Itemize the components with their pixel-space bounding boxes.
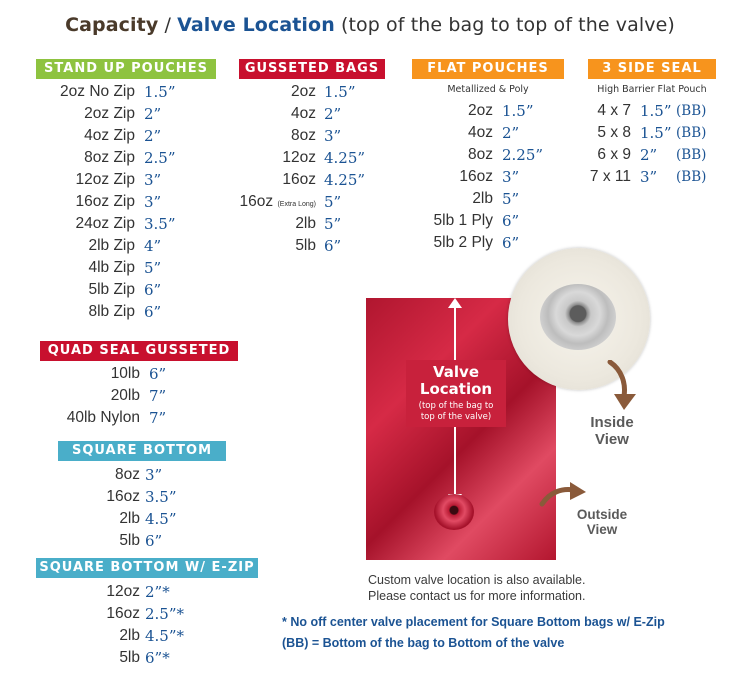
side-seal-header: 3 SIDE SEAL: [588, 59, 716, 79]
list-item: 16oz Zip 3”: [75, 193, 162, 211]
flat-header: FLAT POUCHES: [412, 59, 564, 79]
side-seal-subtitle: High Barrier Flat Pouch: [597, 84, 707, 95]
list-item: 8oz Zip 2.5”: [84, 149, 176, 167]
list-item: 2lb 5”: [295, 215, 342, 233]
list-item: 5lb 6”: [119, 532, 163, 550]
list-item: 12oz Zip 3”: [75, 171, 162, 189]
stand-up-header: STAND UP POUCHES: [36, 59, 216, 79]
inside-valve-icon: [540, 284, 616, 350]
inside-arrow-icon: [596, 360, 642, 412]
bb-tag: (BB): [676, 147, 707, 163]
list-item: 2oz 1.5”: [291, 83, 356, 101]
list-item: 16oz 3”: [459, 168, 520, 186]
list-item: 2lb 4.5”: [119, 510, 177, 528]
bb-tag: (BB): [676, 103, 707, 119]
list-item: 5lb Zip 6”: [88, 281, 162, 299]
list-item: 2oz 1.5”: [468, 102, 534, 120]
list-item: 8oz 2.25”: [468, 146, 544, 164]
page-title: [0, 14, 740, 36]
valve-location-label: Valve Location (top of the bag to top of the valve): [406, 360, 506, 427]
size-label: 16oz: [239, 193, 274, 210]
ezip-footnote: * No off center valve placement for Square Bottom bags w/ E-Zip: [282, 615, 665, 629]
list-item: 12oz 4.25”: [282, 149, 366, 167]
list-item: 16oz 2.5”*: [106, 605, 185, 623]
extra-long-note: (Extra Long): [277, 201, 316, 208]
list-item: 40lb Nylon 7”: [66, 409, 167, 427]
list-item: 4 x 7 1.5” (BB): [597, 102, 707, 120]
list-item: 6 x 9 2” (BB): [597, 146, 707, 164]
list-item: 5lb 2 Ply 6”: [433, 234, 520, 252]
list-item: 8lb Zip 6”: [88, 303, 162, 321]
list-item: 5lb 6”: [295, 237, 342, 255]
title-description: (top of the bag to top of the valve): [334, 14, 675, 36]
list-item: 2lb Zip 4”: [88, 237, 162, 255]
list-item: 2oz Zip 2”: [84, 105, 162, 123]
custom-note: Custom valve location is also available. Please contact us for more information.: [368, 573, 586, 603]
list-item: 7 x 11 3” (BB): [589, 168, 707, 186]
title-capacity: Capacity: [65, 14, 159, 36]
inside-view-label: Inside View: [590, 414, 634, 448]
quad-header: QUAD SEAL GUSSETED: [40, 341, 238, 361]
list-item: 2oz No Zip 1.5”: [60, 83, 176, 101]
title-slash: /: [158, 14, 178, 36]
outside-view-label: Outside View: [576, 507, 628, 537]
list-item: 4oz Zip 2”: [84, 127, 162, 145]
list-item: 24oz Zip 3.5”: [75, 215, 176, 233]
gusseted-header: GUSSETED BAGS: [239, 59, 385, 79]
list-item: 2lb 4.5”*: [119, 627, 185, 645]
list-item: 5 x 8 1.5” (BB): [597, 124, 707, 142]
list-item: 16oz 3.5”: [106, 488, 177, 506]
title-valve-location: Valve Location: [177, 14, 335, 36]
list-item: 12oz 2”*: [106, 583, 170, 601]
list-item: 4oz 2”: [291, 105, 342, 123]
list-item: 5lb 6”*: [119, 649, 170, 667]
list-item: 4lb Zip 5”: [88, 259, 162, 277]
list-item: 8oz 3”: [291, 127, 342, 145]
flat-subtitle: Metallized & Poly: [447, 84, 529, 95]
outside-arrow-icon: [538, 482, 588, 510]
square-ezip-header: SQUARE BOTTOM W/ E-ZIP: [36, 558, 258, 578]
list-item: 16oz (Extra Long) 5”: [239, 193, 342, 211]
list-item: 4oz 2”: [468, 124, 520, 142]
outside-valve-icon: [434, 494, 474, 530]
list-item: 20lb 7”: [110, 387, 167, 405]
bb-footnote: (BB) = Bottom of the bag to Bottom of the valve: [282, 636, 565, 650]
list-item: 10lb 6”: [110, 365, 167, 383]
list-item: 8oz 3”: [115, 466, 163, 484]
list-item: 5lb 1 Ply 6”: [433, 212, 520, 230]
bb-tag: (BB): [676, 169, 707, 185]
square-header: SQUARE BOTTOM: [58, 441, 226, 461]
list-item: 16oz 4.25”: [282, 171, 366, 189]
list-item: 2lb 5”: [472, 190, 520, 208]
bb-tag: (BB): [676, 125, 707, 141]
